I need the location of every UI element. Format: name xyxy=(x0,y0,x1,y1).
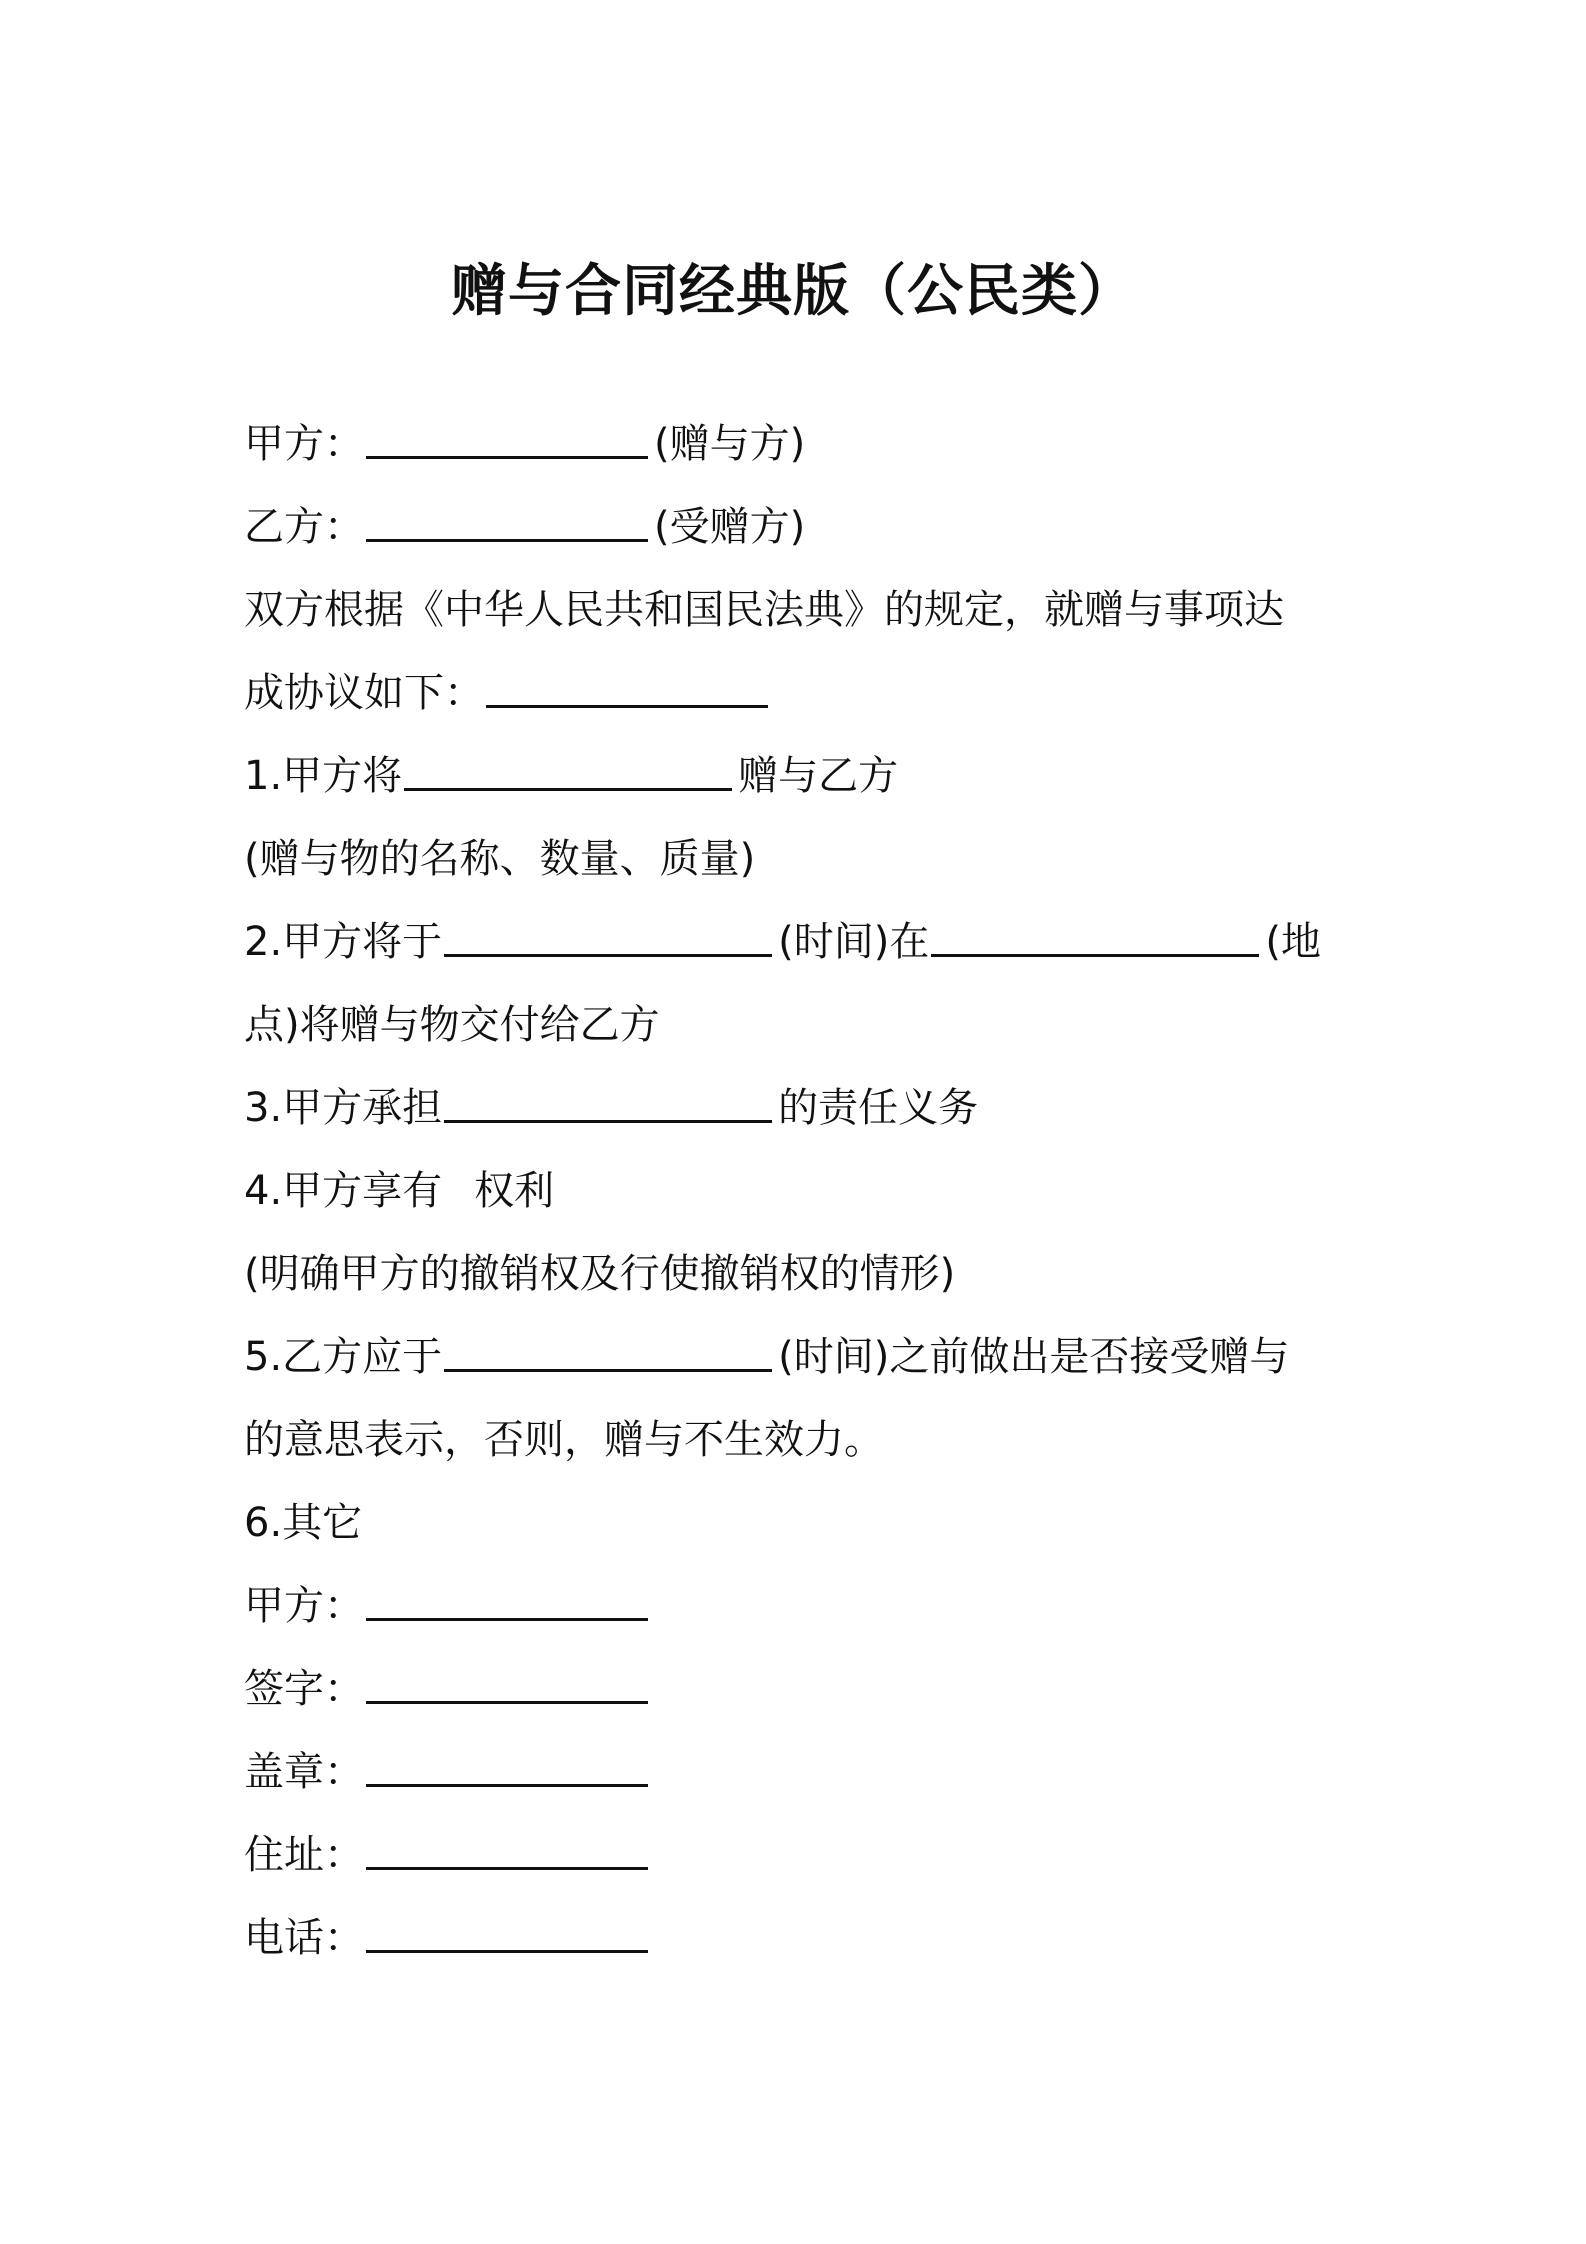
clause-1-note: (赠与物的名称、数量、质量) xyxy=(244,836,756,882)
party-b-blank[interactable] xyxy=(366,501,648,542)
intro-blank[interactable] xyxy=(486,667,768,708)
clause-2-prefix: 2.甲方将于 xyxy=(244,919,443,965)
clause-1-note-line xyxy=(244,818,1364,901)
signature-phone-label: 电话： xyxy=(244,1915,364,1961)
signature-party-line xyxy=(244,1565,1364,1648)
clause-3-blank[interactable] xyxy=(444,1082,772,1123)
signature-sign-blank[interactable] xyxy=(366,1663,648,1704)
party-a-blank[interactable] xyxy=(366,418,648,459)
clause-4-note: (明确甲方的撤销权及行使撤销权的情形) xyxy=(244,1251,956,1297)
party-b-label: 乙方： xyxy=(244,504,364,550)
clause-5-suffix: (时间)之前做出是否接受赠与 xyxy=(778,1334,1290,1380)
clause-1-prefix: 1.甲方将 xyxy=(244,753,403,799)
signature-address-line xyxy=(244,1814,1364,1897)
clause-1-line xyxy=(244,735,1364,818)
signature-phone-line xyxy=(244,1897,1364,1980)
clause-2-line-2 xyxy=(244,984,1364,1067)
clause-2-line xyxy=(244,901,1364,984)
signature-address-blank[interactable] xyxy=(366,1829,648,1870)
party-a-label: 甲方： xyxy=(244,421,364,467)
signature-seal-label: 盖章： xyxy=(244,1749,364,1795)
clause-2-text-2: 点)将赠与物交付给乙方 xyxy=(244,1002,660,1048)
clause-3-suffix: 的责任义务 xyxy=(778,1085,979,1131)
clause-1-blank[interactable] xyxy=(404,750,732,791)
clause-4-note-line xyxy=(244,1233,1364,1316)
clause-5-blank[interactable] xyxy=(444,1331,772,1372)
clause-3-line xyxy=(244,1067,1364,1150)
signature-seal-line xyxy=(244,1731,1364,1814)
party-a-line xyxy=(244,403,1364,486)
signature-sign-line xyxy=(244,1648,1364,1731)
clause-5-text-2: 的意思表示，否则，赠与不生效力。 xyxy=(244,1417,884,1463)
clause-2-suffix: (地 xyxy=(1265,919,1321,965)
clause-2-middle: (时间)在 xyxy=(778,919,930,965)
clause-6-text: 6.其它 xyxy=(244,1500,363,1546)
clause-4-gap xyxy=(444,1168,468,1206)
clause-5-line-2 xyxy=(244,1399,1364,1482)
signature-phone-blank[interactable] xyxy=(366,1912,648,1953)
signature-seal-blank[interactable] xyxy=(366,1746,648,1787)
document-body xyxy=(244,403,1364,1980)
signature-party-label: 甲方： xyxy=(244,1583,364,1629)
intro-line-2 xyxy=(244,652,1364,735)
clause-4-prefix: 4.甲方享有 xyxy=(244,1168,443,1214)
party-b-line xyxy=(244,486,1364,569)
signature-address-label: 住址： xyxy=(244,1832,364,1878)
clause-4-suffix: 权利 xyxy=(474,1168,555,1214)
clause-3-prefix: 3.甲方承担 xyxy=(244,1085,443,1131)
clause-1-suffix: 赠与乙方 xyxy=(738,753,899,799)
intro-text-2: 成协议如下： xyxy=(244,670,484,716)
clause-2-place-blank[interactable] xyxy=(931,916,1259,957)
clause-5-line xyxy=(244,1316,1364,1399)
clause-4-line xyxy=(244,1150,1364,1233)
party-b-role: (受赠方) xyxy=(654,504,806,550)
signature-sign-label: 签字： xyxy=(244,1666,364,1712)
clause-2-time-blank[interactable] xyxy=(444,916,772,957)
party-a-role: (赠与方) xyxy=(654,421,806,467)
document-title: 赠与合同经典版（公民类） xyxy=(451,259,1135,324)
clause-5-prefix: 5.乙方应于 xyxy=(244,1334,443,1380)
clause-6-line xyxy=(244,1482,1364,1565)
signature-party-blank[interactable] xyxy=(366,1580,648,1621)
intro-text-1: 双方根据《中华人民共和国民法典》的规定，就赠与事项达 xyxy=(244,587,1284,633)
intro-line-1 xyxy=(244,569,1364,652)
